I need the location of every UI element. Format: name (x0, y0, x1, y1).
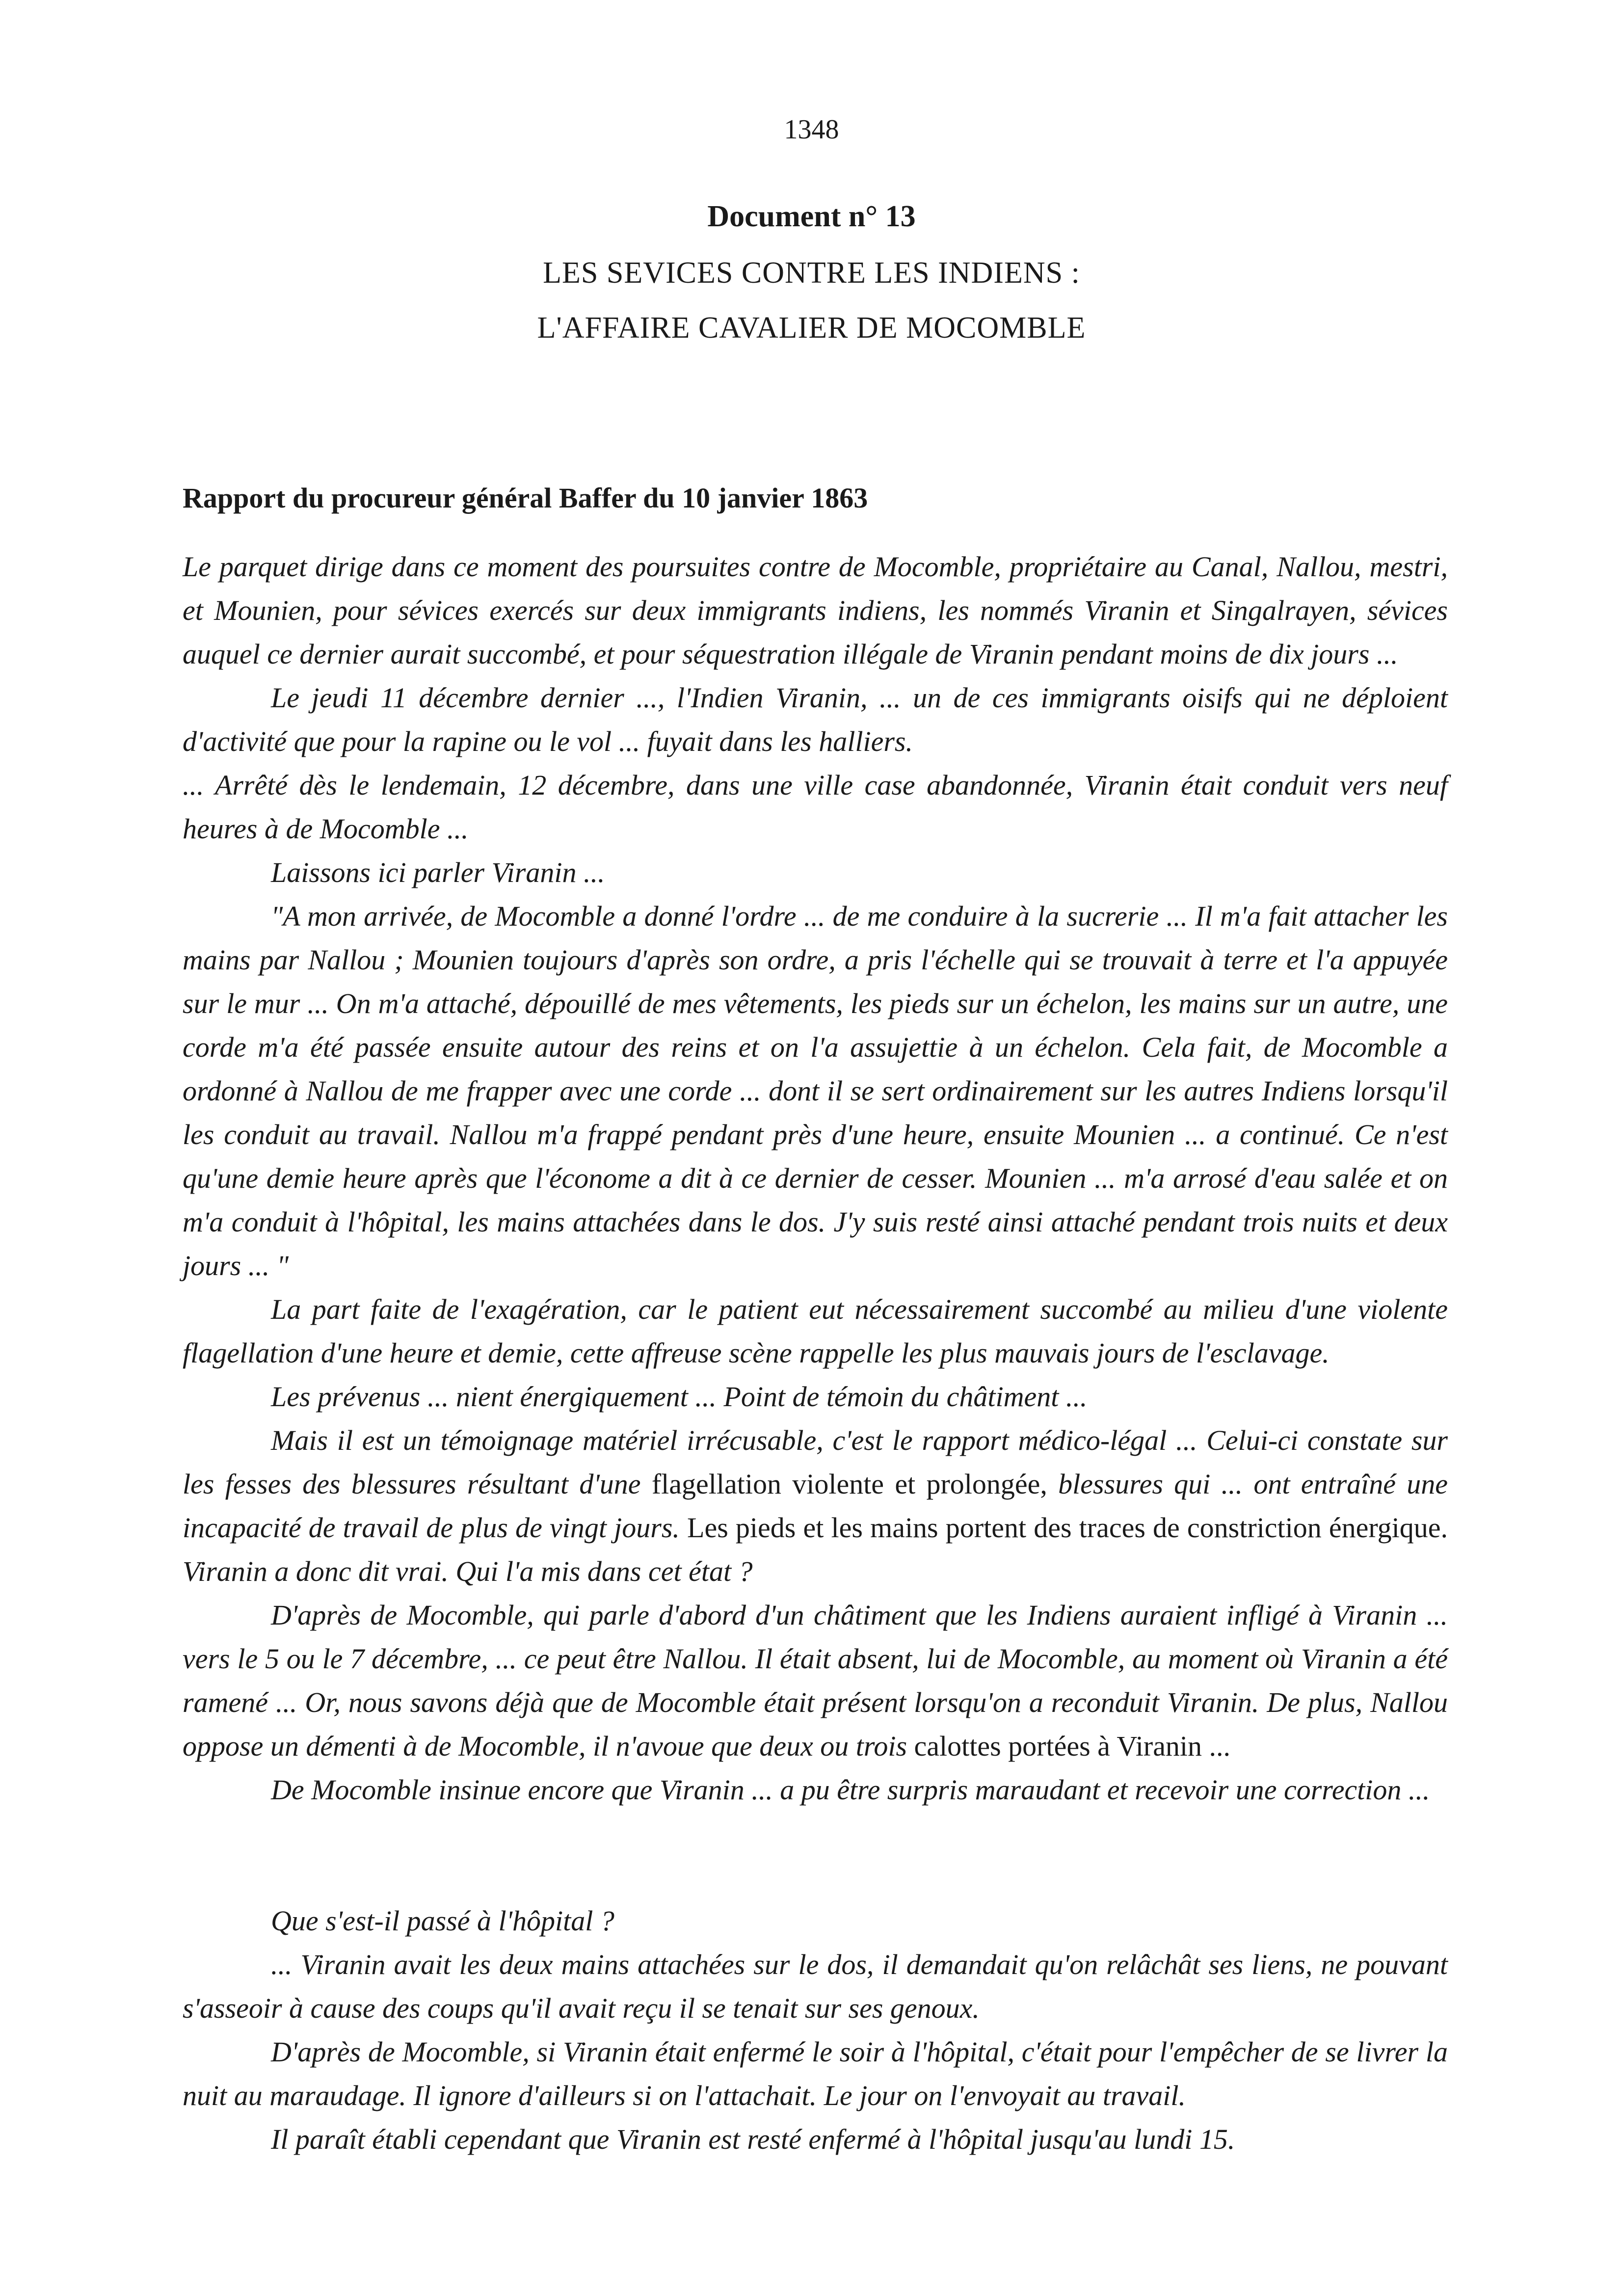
paragraph-2: Le jeudi 11 décembre dernier ..., l'Indien Viranin, ... un de ces immigrants oisifs qui ne déploient d'activité que pour la rapine ou le vol ... fuyait dans les halliers. (183, 682, 1448, 757)
paragraph-1: Le parquet dirige dans ce moment des poursuites contre de Mocomble, propriétaire au Canal, Nallou, mestri, et Mounien, pour sévices exercés sur deux immigrants indiens, les nommés Viranin et Singalrayen, sévices auquel ce dernier aurait succombé, et pour séquestration illégale de Viranin pendant moins de dix jours ... (183, 551, 1448, 670)
paragraph-8-part-3: blessures qui ... ont entraîné une incapacité de travail de plus de vingt jours. (183, 1468, 1448, 1544)
paragraph-4: Laissons ici parler Viranin ... (271, 856, 605, 888)
page-number: 1348 (784, 114, 839, 145)
paragraph-8 (183, 1418, 1448, 1593)
paragraph-8-part-1: Mais il est un témoignage matériel irrécusable, c'est le rapport médico-légal ... Celui-ci constate sur les fesses des blessures résultant d'une (183, 1424, 1448, 1500)
document-subtitle-line-2: L'AFFAIRE CAVALIER DE MOCOMBLE (537, 311, 1086, 345)
paragraph-9-part-1: D'après de Mocomble, qui parle d'abord d'un châtiment que les Indiens auraient infligé à Viranin ... vers le 5 ou le 7 décembre, ... ce peut être Nallou. Il était absent, lui de Mocomble, au moment où Viranin a été ramené ... Or, nous savons déjà que de Mocomble était présent lorsqu'on a reconduit Viranin. De plus, Nallou oppose un démenti à de Mocomble, il n'avoue que deux ou trois (183, 1599, 1448, 1762)
document-body (183, 545, 1448, 2161)
paragraph-gap (183, 1812, 1448, 1899)
document-subtitle-line-1: LES SEVICES CONTRE LES INDIENS : (543, 256, 1080, 290)
paragraph-8-part-5: Viranin a donc dit vrai. Qui l'a mis dans cet état ? (183, 1555, 753, 1587)
paragraph-14: Il paraît établi cependant que Viranin est resté enfermé à l'hôpital jusqu'au lundi 15. (271, 2123, 1235, 2155)
paragraph-8-part-4: Les pieds et les mains portent des traces de constriction énergique. (687, 1512, 1448, 1544)
paragraph-9 (183, 1593, 1448, 1768)
paragraph-12: ... Viranin avait les deux mains attachées sur le dos, il demandait qu'on relâchât ses liens, ne pouvant s'asseoir à cause des coups qu'il avait reçu il se tenait sur ses genoux. (183, 1949, 1448, 2024)
paragraph-3: ... Arrêté dès le lendemain, 12 décembre, dans une ville case abandonnée, Viranin était conduit vers neuf heures à de Mocomble ... (183, 769, 1448, 845)
paragraph-5-testimony: "A mon arrivée, de Mocomble a donné l'ordre ... de me conduire à la sucrerie ... Il m'a fait attacher les mains par Nallou ; Mounien toujours d'après son ordre, a pris l'échelle qui se trouvait à terre et l'a appuyée sur le mur ... On m'a attaché, dépouillé de mes vêtements, les pieds sur un échelon, les mains sur un autre, une corde m'a été passée ensuite autour des reins et on l'a assujettie à un échelon. Cela fait, de Mocomble a ordonné à Nallou de me frapper avec une corde ... dont il se sert ordinairement sur les autres Indiens lorsqu'il les conduit au travail. Nallou m'a frappé pendant près d'une heure, ensuite Mounien ... a continué. Ce n'est qu'une demie heure après que l'économe a dit à ce dernier de cesser. Mounien ... m'a arrosé d'eau salée et on m'a conduit à l'hôpital, les mains attachées dans le dos. J'y suis resté ainsi attaché pendant trois nuits et deux jours ... " (183, 900, 1448, 1281)
paragraph-9-part-2: calottes portées à Viranin ... (914, 1730, 1231, 1762)
paragraph-13: D'après de Mocomble, si Viranin était enfermé le soir à l'hôpital, c'était pour l'empêcher de se livrer la nuit au maraudage. Il ignore d'ailleurs si on l'attachait. Le jour on l'envoyait au travail. (183, 2036, 1448, 2111)
report-heading: Rapport du procureur général Baffer du 10 janvier 1863 (183, 482, 868, 514)
paragraph-7: Les prévenus ... nient énergiquement ... Point de témoin du châtiment ... (271, 1381, 1088, 1413)
document-title: Document n° 13 (707, 200, 916, 233)
paragraph-10: De Mocomble insinue encore que Viranin ... a pu être surpris maraudant et recevoir une correction ... (271, 1774, 1430, 1806)
paragraph-8-part-2: flagellation violente et prolongée, (651, 1468, 1047, 1500)
paragraph-6: La part faite de l'exagération, car le patient eut nécessairement succombé au milieu d'une violente flagellation d'une heure et demie, cette affreuse scène rappelle les plus mauvais jours de l'esclavage. (183, 1293, 1448, 1369)
paragraph-11: Que s'est-il passé à l'hôpital ? (271, 1905, 614, 1937)
